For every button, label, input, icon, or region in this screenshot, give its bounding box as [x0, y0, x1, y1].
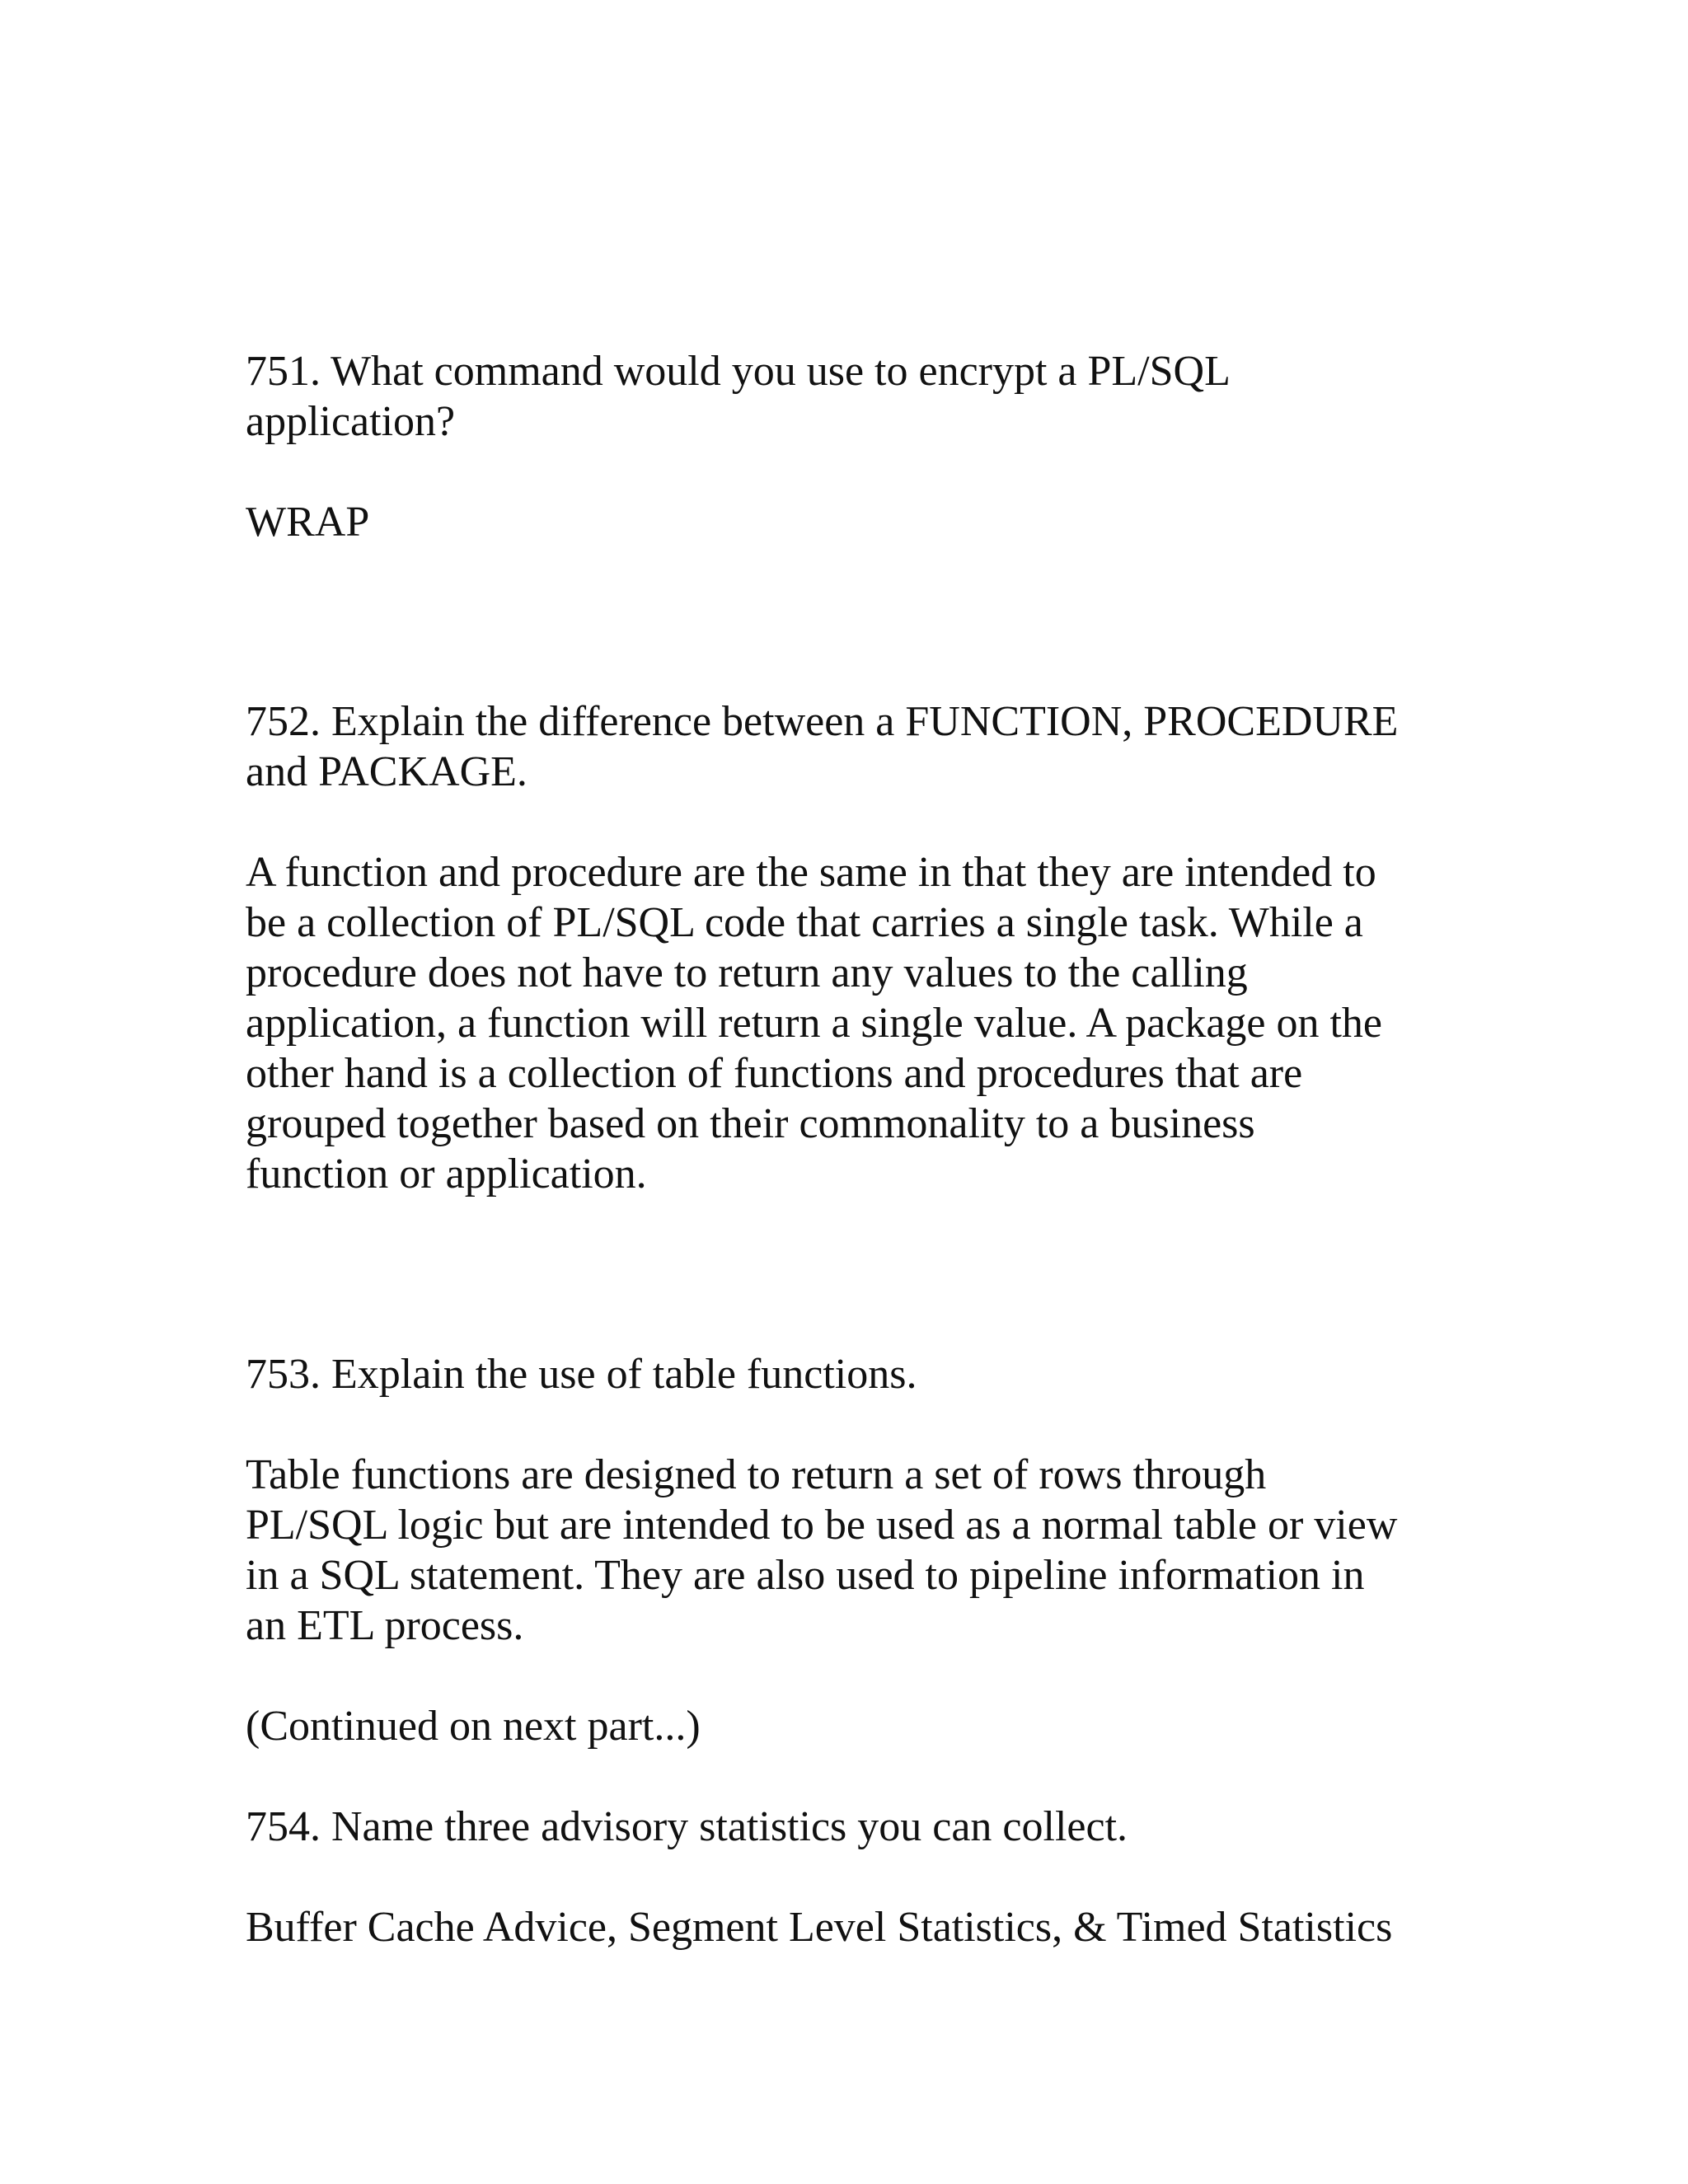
answer-line: WRAP — [246, 499, 370, 546]
question-line: 752. Explain the difference between a FUNCTION, PROCEDURE — [246, 698, 1399, 745]
answer-line: Table functions are designed to return a set of rows through — [246, 1451, 1267, 1498]
answer-line: PL/SQL logic but are intended to be used as a normal table or view — [246, 1502, 1398, 1549]
question-line: 754. Name three advisory statistics you can collect. — [246, 1803, 1128, 1850]
question-751 — [246, 346, 1449, 447]
answer-line: application, a function will return a single value. A package on the — [246, 1000, 1383, 1047]
answer-753 — [246, 1450, 1449, 1651]
question-line: 753. Explain the use of table functions. — [246, 1351, 917, 1398]
question-line: application? — [246, 398, 456, 445]
answer-754 — [246, 1902, 1449, 1952]
question-753 — [246, 1349, 1449, 1399]
answer-751 — [246, 497, 1449, 547]
answer-line: other hand is a collection of functions and procedures that are — [246, 1050, 1303, 1097]
answer-752 — [246, 847, 1449, 1199]
answer-line: Buffer Cache Advice, Segment Level Statistics, & Timed Statistics — [246, 1904, 1393, 1951]
question-line: 751. What command would you use to encrypt a PL/SQL — [246, 348, 1231, 395]
answer-line: A function and procedure are the same in that they are intended to — [246, 849, 1376, 896]
answer-line: grouped together based on their commonality to a business — [246, 1100, 1255, 1147]
answer-line: be a collection of PL/SQL code that carries a single task. While a — [246, 899, 1363, 946]
answer-line: function or application. — [246, 1151, 647, 1197]
answer-line: an ETL process. — [246, 1602, 524, 1649]
answer-line: procedure does not have to return any values to the calling — [246, 949, 1248, 996]
answer-line: in a SQL statement. They are also used to pipeline information in — [246, 1552, 1365, 1599]
question-752 — [246, 696, 1449, 797]
continuation-note: (Continued on next part...) — [246, 1703, 701, 1750]
question-754 — [246, 1802, 1449, 1852]
question-line: and PACKAGE. — [246, 748, 528, 795]
